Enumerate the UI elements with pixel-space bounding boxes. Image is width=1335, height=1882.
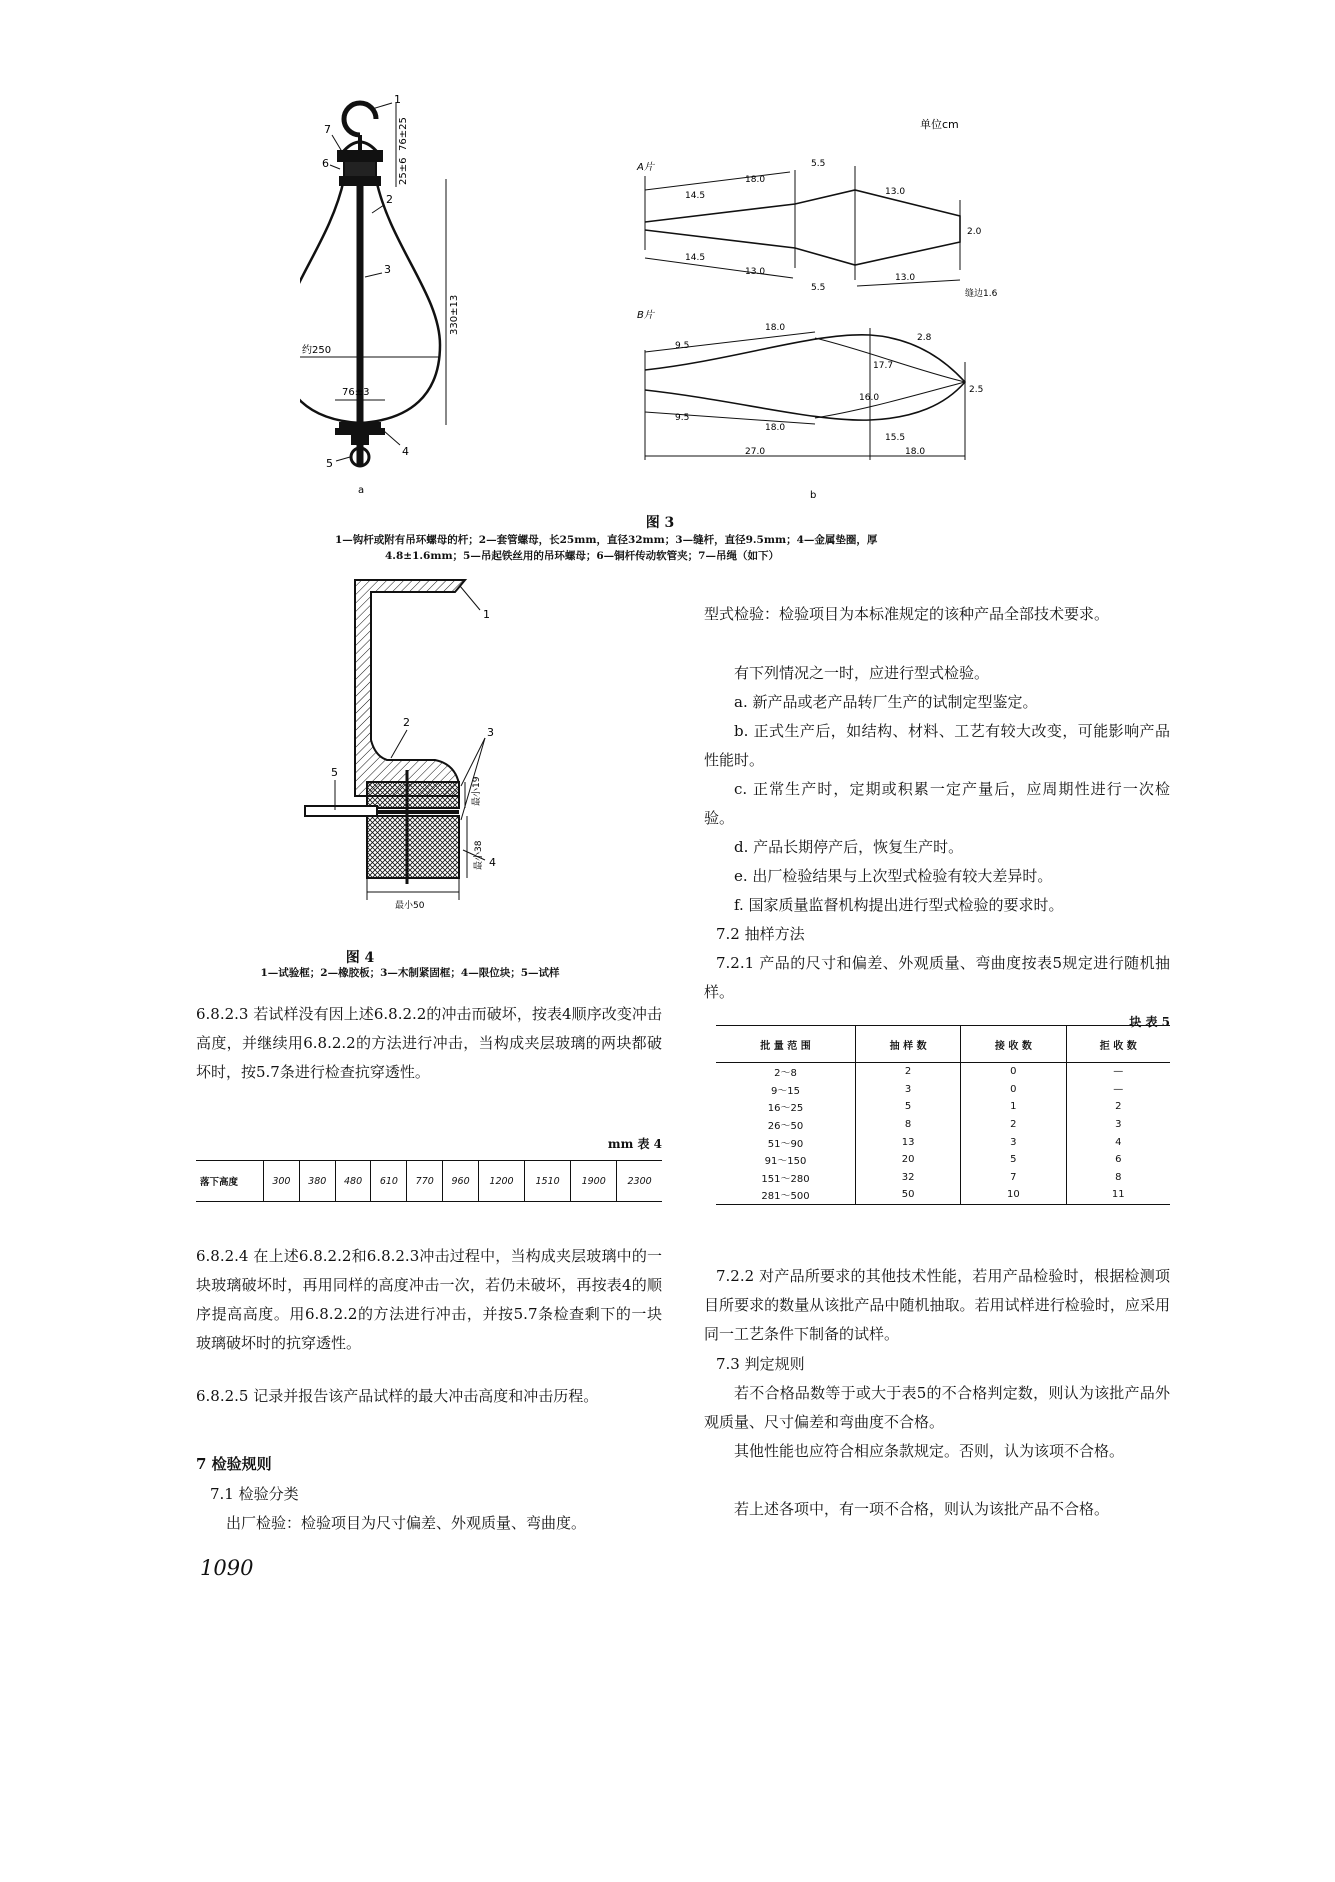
fig4-dim-v2: 最小38 bbox=[474, 840, 484, 870]
table-row bbox=[716, 1133, 1170, 1151]
fig3b-b-dim-3: 2.8 bbox=[917, 333, 932, 343]
figure-3a-impactor-drawing bbox=[300, 95, 540, 515]
table-cell: 0 bbox=[961, 1063, 1066, 1081]
fig4-dim-v1: 最小19 bbox=[472, 776, 482, 806]
table-cell: 151～280 bbox=[761, 1173, 810, 1185]
table-cell: 16～25 bbox=[767, 1103, 804, 1115]
fig3a-label-7: 7 bbox=[324, 123, 331, 136]
fig3a-label-6: 6 bbox=[322, 157, 329, 170]
table-5-header-row bbox=[716, 1026, 1170, 1063]
table-5-title: 块 表 5 bbox=[1129, 1015, 1170, 1029]
para-7-2-2: 7.2.2 对产品所要求的其他技术性能，若用产品检验时，根据检测项目所要求的数量从该批产品中随机抽取。若用试样进行检验时，应采用同一工艺条件下制备的试样。 bbox=[704, 1267, 1170, 1343]
table-5-header: 接 收 数 bbox=[961, 1026, 1066, 1063]
fig4-label-1: 1 bbox=[483, 608, 490, 621]
fig3a-dim-top: 76±25 bbox=[398, 117, 409, 151]
table-4-cell: 380 bbox=[299, 1161, 335, 1202]
para-6-8-2-3: 6.8.2.3 若试样没有因上述6.8.2.2的冲击而破坏，按表4顺序改变冲击高度，并继续用6.8.2.2的方法进行冲击，当构成夹层玻璃的两块都破坏时，按5.7条进行检查抗穿透性。 bbox=[196, 1005, 662, 1081]
figure-4-legend: 1—试验框；2—橡胶板；3—木制紧固框；4—限位块；5—试样 bbox=[260, 967, 560, 979]
table-cell: 0 bbox=[961, 1081, 1066, 1099]
item-d: d. 产品长期停产后，恢复生产时。 bbox=[734, 838, 964, 856]
table-4-cell: 960 bbox=[443, 1161, 479, 1202]
figure-4-frame-drawing bbox=[295, 570, 595, 930]
table-4-row-label: 落下高度 bbox=[196, 1161, 264, 1202]
table-4 bbox=[196, 1160, 662, 1202]
table-row bbox=[716, 1081, 1170, 1099]
table-cell: 8 bbox=[855, 1116, 960, 1134]
fig3b-sub-label: b bbox=[810, 490, 817, 501]
table-cell: 20 bbox=[855, 1151, 960, 1169]
table-cell: 26～50 bbox=[767, 1121, 804, 1133]
fig3b-b-dim-8: 17.7 bbox=[873, 361, 894, 371]
fig3b-b-piece: B片 bbox=[637, 310, 654, 321]
heading-7-1: 7.1 检验分类 bbox=[210, 1485, 299, 1503]
figure-3-caption: 图 3 bbox=[645, 515, 675, 531]
table-cell: 1 bbox=[961, 1098, 1066, 1116]
fig3a-dim-mid: 25±6 bbox=[398, 157, 409, 185]
fig3a-dim-total: 330±13 bbox=[449, 294, 460, 335]
table-cell: 6 bbox=[1066, 1151, 1170, 1169]
table-cell: 2 bbox=[961, 1116, 1066, 1134]
fig3a-label-2: 2 bbox=[386, 193, 393, 206]
figure-3b-pattern-drawing bbox=[615, 100, 1025, 510]
fig3a-diameter: 约250 bbox=[302, 345, 332, 356]
item-b: b. 正式生产后，如结构、材料、工艺有较大改变，可能影响产品性能时。 bbox=[704, 722, 1170, 769]
item-f: f. 国家质量监督机构提出进行型式检验的要求时。 bbox=[734, 896, 1064, 914]
figure-4-caption: 图 4 bbox=[345, 950, 375, 966]
fig3a-label-5: 5 bbox=[326, 457, 333, 470]
table-cell: 2 bbox=[855, 1063, 960, 1081]
fig3b-b-dim-13: 2.5 bbox=[969, 385, 984, 395]
fig3b-a-dim-3: 5.5 bbox=[811, 159, 826, 169]
table-row bbox=[716, 1169, 1170, 1187]
table-cell: 91～150 bbox=[764, 1156, 807, 1168]
table-row bbox=[716, 1116, 1170, 1134]
table-cell: 2～8 bbox=[774, 1068, 797, 1080]
table-cell: 4 bbox=[1066, 1133, 1170, 1151]
para-6-8-2-4: 6.8.2.4 在上述6.8.2.2和6.8.2.3冲击过程中，当构成夹层玻璃中的一块玻璃破坏时，再用同样的高度冲击一次，若仍未破坏，再按表4的顺序提高高度。用6.8.2.2的方法进行冲击，并按5.7条检查剩下的一块玻璃破坏时的抗穿透性。 bbox=[196, 1247, 662, 1352]
table-row bbox=[716, 1098, 1170, 1116]
fig3b-unit: 单位cm bbox=[920, 118, 959, 131]
fig3b-b-dim-17: 27.0 bbox=[745, 447, 766, 457]
fig3b-b-dim-1: 9.5 bbox=[675, 341, 690, 351]
table-cell: 51～90 bbox=[767, 1138, 804, 1150]
table-cell: 10 bbox=[961, 1186, 1066, 1204]
fig3b-a-dim-9: 2.0 bbox=[967, 227, 982, 237]
table-cell: 2 bbox=[1066, 1098, 1170, 1116]
fig3b-b-dim-18: 18.0 bbox=[905, 447, 926, 457]
fig4-label-3: 3 bbox=[487, 726, 494, 739]
table-4-cell: 1900 bbox=[571, 1161, 617, 1202]
fig4-label-2: 2 bbox=[403, 716, 410, 729]
table-4-cell: 300 bbox=[264, 1161, 300, 1202]
fig3b-a-dim-16: 13.0 bbox=[745, 267, 766, 277]
table-cell: 3 bbox=[855, 1081, 960, 1099]
fig3a-label-1: 1 bbox=[394, 95, 401, 106]
para-conditions: 有下列情况之一时，应进行型式检验。 bbox=[734, 664, 990, 682]
fig3b-a-dim-15: 14.5 bbox=[685, 253, 706, 263]
fig3b-a-dim-2: 18.0 bbox=[745, 175, 766, 185]
heading-7-2: 7.2 抽样方法 bbox=[716, 925, 805, 943]
table-cell: 5 bbox=[961, 1151, 1066, 1169]
figure-3-legend-line2: 4.8±1.6mm；5—吊起铁丝用的吊环螺母；6—铜杆传动软管夹；7—吊绳（如下） bbox=[385, 550, 779, 562]
fig3b-a-dim-17: 5.5 bbox=[811, 283, 826, 293]
fig4-label-5: 5 bbox=[331, 766, 338, 779]
table-4-title: mm 表 4 bbox=[607, 1137, 662, 1151]
heading-7-3: 7.3 判定规则 bbox=[716, 1355, 805, 1373]
table-cell: 281～500 bbox=[716, 1186, 855, 1204]
table-row bbox=[716, 1151, 1170, 1169]
para-7-3-a: 若不合格品数等于或大于表5的不合格判定数，则认为该批产品外观质量、尺寸偏差和弯曲度不合格。 bbox=[704, 1384, 1170, 1431]
fig3b-edge: 缝边1.6 bbox=[965, 289, 998, 299]
figure-3-legend-line1: 1—钩杆或附有吊环螺母的杆；2—套管螺母，长25mm，直径32mm；3—缝杆，直径9.5mm；4—金属垫圈，厚 bbox=[335, 534, 878, 546]
para-7-2-1: 7.2.1 产品的尺寸和偏差、外观质量、弯曲度按表5规定进行随机抽样。 bbox=[704, 954, 1170, 1001]
fig3b-b-dim-16: 15.5 bbox=[885, 433, 906, 443]
table-4-cell: 610 bbox=[371, 1161, 407, 1202]
fig3b-b-dim-15: 18.0 bbox=[765, 423, 786, 433]
fig3b-a-dim-1: 14.5 bbox=[685, 191, 706, 201]
table-cell: — bbox=[1066, 1081, 1170, 1099]
table-5-header: 抽 样 数 bbox=[855, 1026, 960, 1063]
table-cell: 7 bbox=[961, 1169, 1066, 1187]
fig4-label-4: 4 bbox=[489, 856, 496, 869]
fig3b-a-piece: A片 bbox=[637, 162, 654, 173]
para-7-3-b: 其他性能也应符合相应条款规定。否则，认为该项不合格。 bbox=[734, 1442, 1125, 1460]
table-5-header: 批 量 范 围 bbox=[716, 1026, 855, 1063]
table-4-cell: 1200 bbox=[478, 1161, 524, 1202]
table-4-cell: 770 bbox=[407, 1161, 443, 1202]
fig3a-sub-label: a bbox=[358, 485, 365, 496]
table-4-cell: 1510 bbox=[525, 1161, 571, 1202]
table-cell: 13 bbox=[855, 1133, 960, 1151]
fig3b-b-dim-11: 16.0 bbox=[859, 393, 880, 403]
table-4-cell: 480 bbox=[335, 1161, 371, 1202]
heading-7: 7 检验规则 bbox=[196, 1455, 272, 1473]
table-cell: 11 bbox=[1066, 1186, 1170, 1204]
fig3b-a-dim-18: 13.0 bbox=[895, 273, 916, 283]
item-a: a. 新产品或老产品转厂生产的试制定型鉴定。 bbox=[734, 693, 1038, 711]
table-row bbox=[716, 1186, 1170, 1204]
table-4-row bbox=[196, 1161, 662, 1202]
table-cell: 9～15 bbox=[770, 1085, 801, 1097]
para-7-3-c: 若上述各项中，有一项不合格，则认为该批产品不合格。 bbox=[734, 1500, 1110, 1518]
item-e: e. 出厂检验结果与上次型式检验有较大差异时。 bbox=[734, 867, 1053, 885]
table-cell: 3 bbox=[961, 1133, 1066, 1151]
table-cell: 32 bbox=[855, 1169, 960, 1187]
table-row bbox=[716, 1063, 1170, 1081]
para-6-8-2-5: 6.8.2.5 记录并报告该产品试样的最大冲击高度和冲击历程。 bbox=[196, 1387, 599, 1405]
fig4-dim-h: 最小50 bbox=[395, 901, 425, 911]
table-4-cell: 2300 bbox=[617, 1161, 662, 1202]
fig3b-b-dim-2: 18.0 bbox=[765, 323, 786, 333]
fig3b-b-dim-14: 9.5 bbox=[675, 413, 690, 423]
table-cell: 50 bbox=[855, 1186, 960, 1204]
table-cell: 8 bbox=[1066, 1169, 1170, 1187]
table-cell: — bbox=[1066, 1063, 1170, 1081]
para-type-inspection: 型式检验：检验项目为本标准规定的该种产品全部技术要求。 bbox=[704, 605, 1110, 623]
item-c: c. 正常生产时，定期或积累一定产量后，应周期性进行一次检验。 bbox=[704, 780, 1170, 827]
table-5 bbox=[716, 1025, 1170, 1205]
fig3b-a-dim-4: 13.0 bbox=[885, 187, 906, 197]
para-7-1: 出厂检验：检验项目为尺寸偏差、外观质量、弯曲度。 bbox=[226, 1514, 587, 1532]
fig3a-label-4: 4 bbox=[402, 445, 409, 458]
table-cell: 3 bbox=[1066, 1116, 1170, 1134]
table-5-header: 拒 收 数 bbox=[1066, 1026, 1170, 1063]
page-number: 1090 bbox=[200, 1556, 254, 1580]
fig3a-label-3: 3 bbox=[384, 263, 391, 276]
table-cell: 5 bbox=[855, 1098, 960, 1116]
fig3a-bottom-dim: 76±3 bbox=[342, 387, 370, 398]
